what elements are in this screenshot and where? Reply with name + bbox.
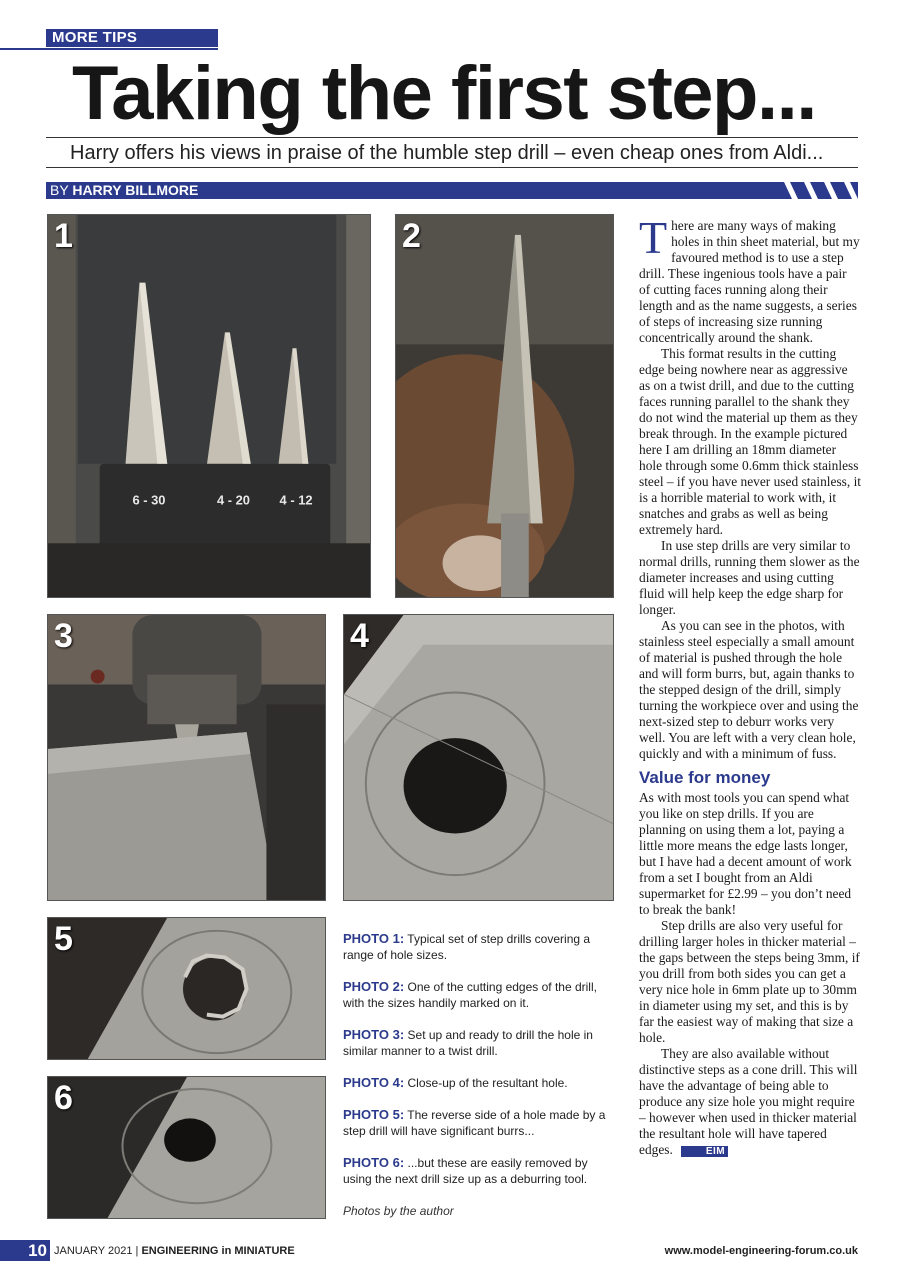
body-text: here are many ways of making holes in thin sheet material, but my favoured method is to use a step drill. These ingenious tools have a pair of cutting faces running along their length and as the name suggests, a series of steps of increasing size running concentrically around the shank. <box>639 218 860 345</box>
body-paragraph <box>639 212 861 346</box>
caption <box>343 1075 618 1091</box>
body-paragraph: This format results in the cutting edge being nowhere near as aggressive as on a twist drill, and due to the cutting faces running parallel to the shank they do not wind the material up them as they break through. In the example pictured here I am drilling an 18mm diameter hole through some 0.6mm thick stainless steel – if you have never used stainless, it is a horrible material to work with, it snatches and grabs as well as being extremely hard. <box>639 346 862 537</box>
caption-label: PHOTO 4: <box>343 1075 405 1090</box>
caption-text: Set up and ready to drill the hole in similar manner to a twist drill. <box>343 1028 593 1058</box>
caption-label: PHOTO 1: <box>343 931 405 946</box>
photo-number: 1 <box>54 217 73 255</box>
article-title: Taking the first step... <box>72 51 816 136</box>
photo-3-drill-setup <box>47 614 326 901</box>
body-paragraph: In use step drills are very similar to normal drills, running them slower as the diameter increases and using cutting fluid will help keep the edge sharp for longer. <box>639 538 860 617</box>
article-body <box>639 212 862 1158</box>
photo-number: 5 <box>54 920 73 958</box>
caption-text: The reverse side of a hole made by a step drill will have significant burrs... <box>343 1108 606 1138</box>
photo-1-step-drill-set <box>47 214 371 598</box>
page-number: 10 <box>0 1240 50 1261</box>
byline-bar <box>46 182 858 199</box>
section-tag-rule <box>0 48 218 50</box>
byline-prefix: BY <box>50 182 69 198</box>
body-paragraph: As with most tools you can spend what you like on step drills. If you are planning on using them a lot, paying a little more means the edge lasts longer, but I have had a decent amount of work from a set I bought from an Aldi supermarket for £2.99 – you don’t need to break the bank! <box>639 790 852 917</box>
footer-separator: | <box>135 1245 139 1257</box>
photo-credit: Photos by the author <box>343 1204 454 1218</box>
caption <box>343 1155 618 1187</box>
body-paragraph: Step drills are also very useful for drilling larger holes in thicker material – the gaps between the steps being 3mm, if you drill from both sides you can get a very nice hole in 6mm plate up to 30mm in diameter using my set, and this is by far the easiest way of making that size a hole. <box>639 918 860 1045</box>
standfirst-top-rule <box>46 137 858 138</box>
caption-text: ...but these are easily removed by using the next drill size up as a deburring tool. <box>343 1156 588 1186</box>
decorative-slashes <box>778 182 858 199</box>
caption <box>343 979 618 1011</box>
footer-publication <box>141 1245 294 1257</box>
photo-6-deburred-hole <box>47 1076 326 1219</box>
end-mark: EIM <box>681 1146 728 1157</box>
footer-pub-a: ENGINEERING in <box>141 1245 232 1257</box>
section-tag: MORE TIPS <box>46 29 218 47</box>
byline <box>50 182 198 199</box>
caption-label: PHOTO 6: <box>343 1155 405 1170</box>
caption <box>343 1027 618 1059</box>
caption-label: PHOTO 5: <box>343 1107 405 1122</box>
footer-pub-b: MINIATURE <box>234 1245 295 1257</box>
footer-url[interactable]: www.model-engineering-forum.co.uk <box>664 1245 858 1257</box>
standfirst-bottom-rule <box>46 167 858 168</box>
drill-size-label: 6 - 30 <box>132 492 166 508</box>
photo-4-resultant-hole <box>343 614 614 901</box>
subheading: Value for money <box>639 768 771 787</box>
drill-size-label: 4 - 20 <box>216 492 250 508</box>
photo-number: 4 <box>350 617 369 655</box>
photo-number: 2 <box>402 217 421 255</box>
body-paragraph: As you can see in the photos, with stainless steel especially a small amount of material is pushed through the hole and will form burrs, but, again thanks to the stepped design of the drill, simply turning the workpiece over and using the next-sized step to deburr works very well. You are left with a very clean hole, quickly and with a minimum of fuss. <box>639 618 859 761</box>
body-text: They are also available without distinctive steps as a cone drill. This will have the advantage of being able to produce any size hole you might require – however when used in thicker material the resultant hole will have tapered edges. <box>639 1046 858 1157</box>
photo-captions <box>343 931 618 1219</box>
photo-2-drill-closeup <box>395 214 614 598</box>
caption <box>343 931 618 963</box>
byline-author: HARRY BILLMORE <box>72 182 199 198</box>
photo-5-burred-hole <box>47 917 326 1060</box>
photo-number: 6 <box>54 1079 73 1117</box>
body-paragraph <box>639 1046 861 1158</box>
drill-size-label: 4 - 12 <box>279 492 313 508</box>
caption-label: PHOTO 2: <box>343 979 405 994</box>
photo-number: 3 <box>54 617 73 655</box>
drop-cap: T <box>639 212 668 263</box>
caption <box>343 1107 618 1139</box>
standfirst: Harry offers his views in praise of the humble step drill – even cheap ones from Aldi... <box>70 142 824 164</box>
caption-text: Typical set of step drills covering a range of hole sizes. <box>343 932 591 962</box>
caption-text: One of the cutting edges of the drill, with the sizes handily marked on it. <box>343 980 597 1010</box>
caption-text: Close-up of the resultant hole. <box>407 1076 568 1090</box>
footer-date: JANUARY 2021 <box>54 1245 133 1257</box>
caption-label: PHOTO 3: <box>343 1027 405 1042</box>
footer-issue <box>54 1244 295 1258</box>
